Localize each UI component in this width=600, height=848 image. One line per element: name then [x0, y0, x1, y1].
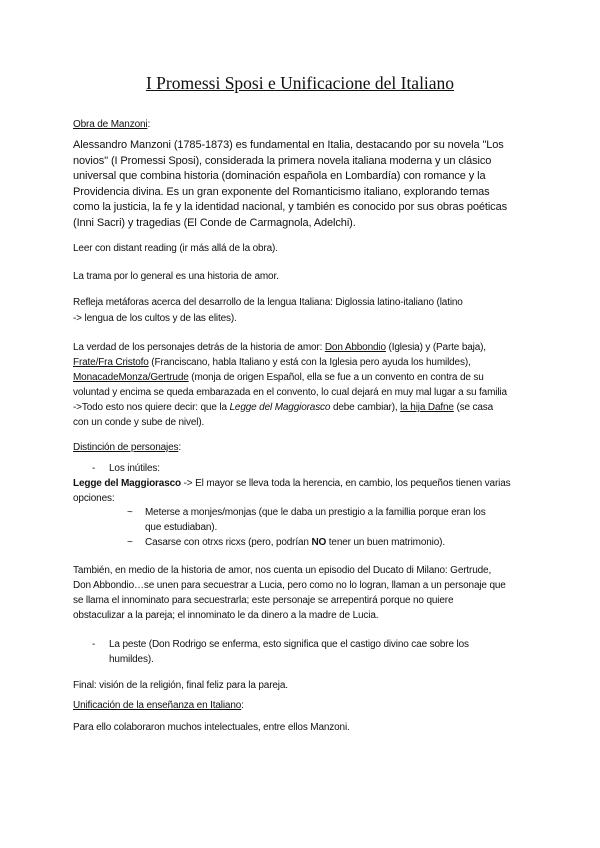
paragraph-refleja-line-2: -> lengua de los cultos y de las elites).	[73, 313, 237, 324]
paragraph-distant-reading: Leer con distant reading (ir más allá de la obra).	[73, 243, 278, 254]
option-2-line	[145, 536, 535, 550]
paragraph-refleja-line-1: Refleja metáforas acerca del desarrollo de la lengua Italiana: Diglossia latino-italiano (latino	[73, 297, 463, 308]
verdad-line-2	[73, 356, 533, 370]
tambien-line-2: Don Abbondio…se unen para secuestrar a Lucia, pero como no lo logran, llaman a un personaje que	[73, 580, 506, 591]
paragraph-trama: La trama por lo general es una historia de amor.	[73, 271, 279, 282]
document-title: I Promessi Sposi e Unificacione del Italiano	[145, 73, 455, 93]
dash-bullet: -	[92, 463, 96, 474]
paragraph-final: Final: visión de la religión, final feliz para la pareja.	[73, 680, 288, 691]
unificacion-heading-text: Unificación de la enseñanza en Italiano	[73, 700, 242, 711]
verdad-text: (se casa	[453, 402, 494, 413]
verdad-text: La verdad de los personajes detrás de la historia de amor:	[73, 342, 325, 353]
legge-bold-text: Legge del Maggiorasco	[73, 478, 181, 489]
option-2-no-bold: NO	[311, 537, 327, 548]
fra-cristofo-link: Frate/Fra Cristofo	[73, 357, 149, 368]
hija-dafne-link: la hija Dafne	[400, 402, 454, 413]
verdad-text: ->Todo esto nos quiere decir: que la	[73, 402, 230, 413]
verdad-text: (Franciscano, habla Italiano y está con la Iglesia pero ayuda los humildes),	[148, 357, 471, 368]
inutiles-item: Los inútiles:	[109, 463, 160, 474]
tambien-line-3: se llama el innominato para secuestrarla; este personaje se arrepentirá porque no quiere	[73, 595, 454, 606]
verdad-line-1	[73, 341, 533, 355]
tilde-bullet: ~	[127, 537, 133, 548]
option-1-line-2: que estudiaban).	[145, 522, 218, 533]
intro-line-1: Alessandro Manzoni (1785-1873) es fundamental en Italia, destacando por su novela "Los	[73, 139, 504, 151]
peste-line-2: humildes).	[109, 654, 154, 665]
tambien-line-4: obstaculizar a la pareja; el innominato le da dinero a la madre de Lucia.	[73, 610, 379, 621]
obra-heading-colon: :	[147, 119, 151, 130]
legge-line-2: opciones:	[73, 493, 115, 504]
dash-bullet: -	[92, 639, 96, 650]
section-heading-unificacion	[73, 699, 533, 713]
verdad-line-3	[73, 371, 533, 385]
unificacion-heading-colon: :	[241, 700, 244, 711]
verdad-line-4: voluntad y encima se queda embarazada en el convento, lo cual dejará en muy mal lugar a su familia	[73, 387, 507, 398]
legge-italic-text: Legge del Maggiorasco	[229, 402, 331, 413]
legge-line-1	[73, 477, 533, 491]
section-heading-obra	[73, 118, 533, 132]
option-2-text: Casarse con otrxs ricxs (pero, podrían	[145, 537, 312, 548]
section-heading-distincion	[73, 441, 533, 455]
distincion-heading-colon: :	[178, 442, 181, 453]
intro-line-3: universal que combina historia (dominación española en Lombardía) con romance y la	[73, 170, 486, 182]
legge-text: -> El mayor se lleva toda la herencia, en cambio, los pequeños tienen varias	[180, 478, 511, 489]
distincion-heading-text: Distinción de personajes	[73, 442, 179, 453]
obra-heading-text: Obra de Manzoni	[73, 119, 148, 130]
verdad-text: (monja de origen Español, ella se fue a un convento en contra de su	[188, 372, 484, 383]
tilde-bullet: ~	[127, 507, 133, 518]
verdad-line-5	[73, 401, 533, 415]
option-1-line-1: Meterse a monjes/monjas (que le daba un prestigio a la famillia porque eran los	[145, 507, 486, 518]
paragraph-para-ello: Para ello colaboraron muchos intelectuales, entre ellos Manzoni.	[73, 722, 350, 733]
option-2-text: tener un buen matrimonio).	[326, 537, 445, 548]
intro-line-2: novios" (I Promessi Sposi), considerada la primera novela italiana moderna y un clásico	[73, 154, 492, 167]
intro-line-4: Providencia divina. Es un gran exponente del Romanticismo italiano, explorando temas	[73, 185, 490, 198]
intro-line-6: (Inni Sacri) y tragedias (El Conde de Carmagnola, Adelchi).	[73, 216, 356, 229]
intro-line-5: como la justicia, la fe y la identidad nacional, y también es conocido por sus obras poéticas	[73, 201, 508, 213]
peste-line-1: La peste (Don Rodrigo se enferma, esto significa que el castigo divino cae sobre los	[109, 639, 469, 650]
monaca-monza-link: MonacadeMonza/Gertrude	[73, 372, 189, 383]
tambien-line-1: También, en medio de la historia de amor, nos cuenta un episodio del Ducato di Milano: Gertrude,	[73, 565, 492, 576]
verdad-line-6: con un conde y sube de nivel).	[73, 417, 205, 428]
verdad-text: debe cambiar),	[330, 402, 401, 413]
verdad-text: (Iglesia) y (Parte baja),	[385, 342, 486, 353]
don-abbondio-link: Don Abbondio	[324, 342, 386, 353]
